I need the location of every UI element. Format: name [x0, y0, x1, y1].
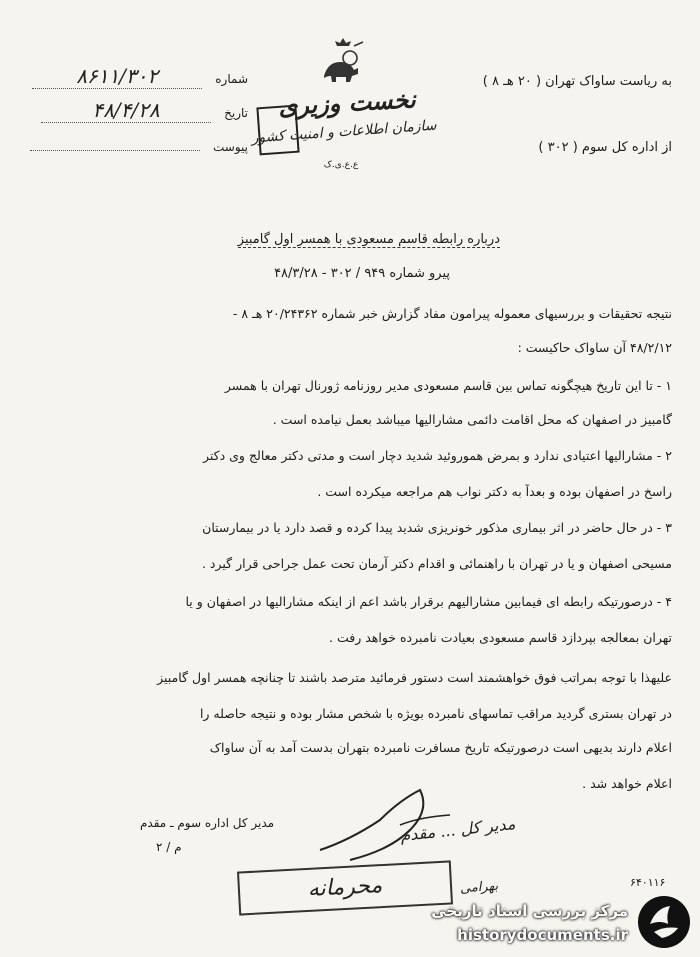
item-1-line-1: ۱ - تا این تاریخ هیچگونه تماس بین قاسم مسعودی مدیر روزنامه ژورنال تهران با همسر	[224, 378, 672, 393]
item-2-line-2: راسخ در اصفهان بوده و بعداً به دکتر نواب هم مراجعه میکرده است .	[317, 484, 672, 499]
attachment-field	[18, 136, 248, 155]
confidential-stamp: محرمانه	[237, 860, 453, 915]
attachment-label: پیوست	[213, 140, 248, 154]
date-field	[18, 98, 248, 123]
number-field	[18, 64, 248, 89]
closing-line-1: علیهذا با توجه بمراتب فوق خواهشمند است دستور فرمائید مترصد باشند تا چنانچه همسر اول گامبیز	[157, 670, 672, 685]
closing-line-2: در تهران بستری گردید مراقب تماسهای نامبرده بویژه با شخص مشار بوده و نتیجه حاصله را	[199, 706, 672, 721]
lion-and-sun-emblem-icon	[316, 36, 370, 86]
number-label: شماره	[215, 72, 248, 86]
intro-line-1: نتیجه تحقیقات و بررسیهای معموله پیرامون مفاد گزارش خبر شماره ۲۰/۲۴۳۶۲ هـ ۸ -	[232, 306, 672, 321]
recipient-line-2: از اداره کل سوم ( ۳۰۲ )	[538, 140, 672, 155]
item-4-line-2: تهران بمعالجه بپردازد قاسم مسعودی بعیادت نامبرده خواهد رفت .	[329, 630, 672, 645]
subject-line: درباره رابطه قاسم مسعودی با همسر اول گامبیز	[237, 232, 500, 247]
sign-name: بهرامی	[459, 878, 499, 897]
item-1-line-2: گامبیز در اصفهان که محل اقامت دائمی مشارالیها میباشد بعمل نیامده است .	[272, 412, 672, 427]
signature-scribble-icon	[300, 780, 480, 870]
date-value: ۴۸/۴/۲۸	[41, 98, 211, 123]
closing-line-3: اعلام دارند بدیهی است درصورتیکه تاریخ مسافرت نامبرده بتهران بدست آمد به آن ساواک	[209, 740, 672, 755]
archive-site-name: مرکز بررسی اسناد تاریخی	[431, 902, 628, 920]
recipient-line-1: به ریاست ساواک تهران ( ۲۰ هـ ۸ )	[482, 74, 672, 89]
handwritten-signature: مدیر کل ... مقدم	[399, 814, 517, 845]
number-value: ۸۶۱۱/۳۰۲	[32, 64, 202, 89]
org-code: ع.ع.ی.ک	[323, 160, 359, 170]
archive-logo	[636, 894, 692, 950]
item-3-line-1: ۳ - در حال حاضر در اثر بیماری مذکور خونریزی شدید پیدا کرده و قصد دارد یا در بیمارستان	[202, 520, 672, 535]
org-subtitle: سازمان اطلاعات و امنیت کشور	[251, 117, 437, 147]
item-2-line-1: ۲ - مشارالیها اعتیادی ندارد و بمرض هموروئید شدید دچار است و مدتی دکتر معالج وی دکتر	[202, 448, 672, 463]
org-title: نخست وزیری	[277, 84, 417, 121]
reference-line: پیرو شماره ۹۴۹ / ۳۰۲ - ۴۸/۳/۲۸	[274, 266, 450, 281]
intro-line-2: ۴۸/۲/۱۲ آن ساواک حاکیست :	[517, 340, 672, 355]
page-reference: ۶۴۰۱۱۶	[630, 876, 666, 889]
signature-title: مدیر کل اداره سوم ـ مقدم	[140, 816, 275, 830]
archive-logo-icon	[636, 894, 692, 950]
signature-initials: م / ۲	[156, 840, 182, 854]
archive-site-url: historydocuments.ir	[457, 926, 628, 944]
handwritten-box	[256, 105, 299, 156]
closing-line-4: اعلام خواهد شد .	[582, 776, 672, 791]
date-label: تاریخ	[224, 106, 248, 120]
item-4-line-1: ۴ - درصورتیکه رابطه ای فیمابین مشارالیهم برقرار باشد اعم از اینکه مشارالیها در اصفهان و یا	[185, 594, 672, 609]
attachment-value	[30, 136, 200, 151]
item-3-line-2: مسیحی اصفهان و یا در تهران با راهنمائی و اقدام دکتر آرمان تحت عمل جراحی قرار گیرد .	[201, 556, 672, 571]
